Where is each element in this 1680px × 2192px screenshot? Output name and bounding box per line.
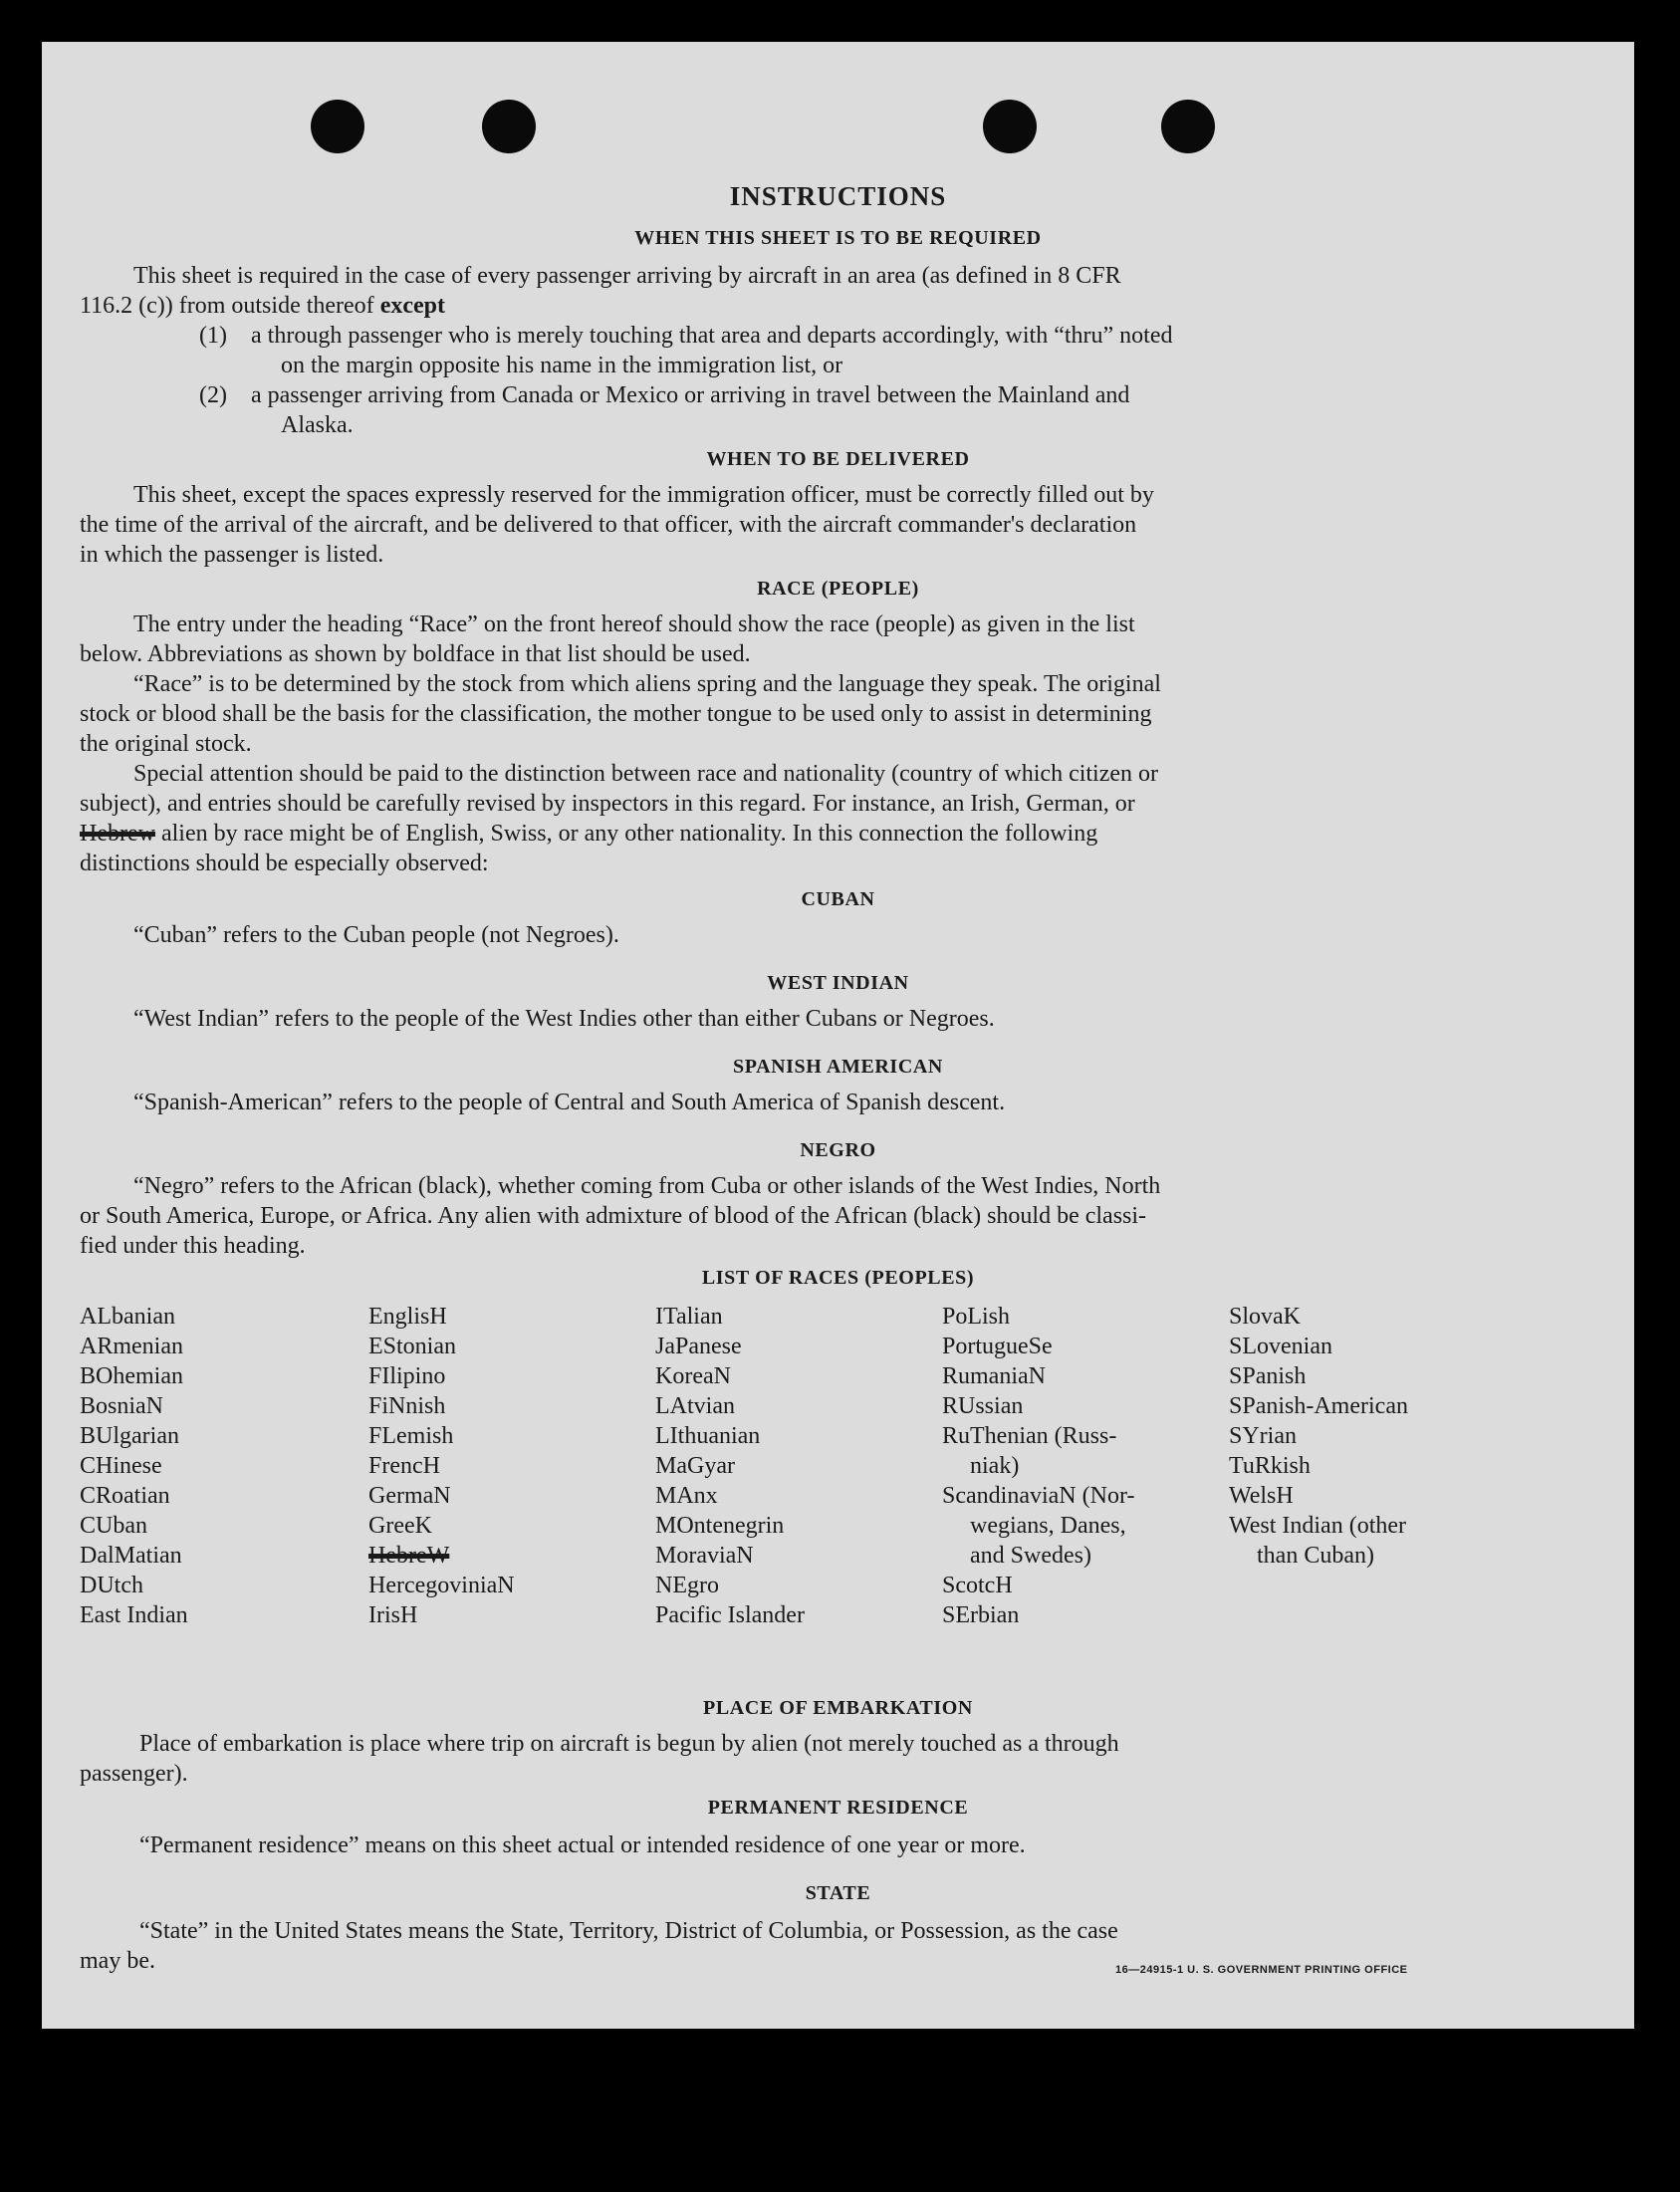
race-heading: RACE (PEOPLE): [757, 578, 919, 600]
race-list-item: DalMatian: [80, 1543, 182, 1569]
intro-text: 116.2 (c)) from outside thereof: [80, 293, 380, 319]
printing-office-code: 16—24915-1 U. S. GOVERNMENT PRINTING OFFICE: [1115, 1964, 1408, 1976]
form-sheet: [42, 42, 1634, 2029]
punch-hole-1: [311, 100, 364, 153]
west-indian-heading: WEST INDIAN: [767, 972, 909, 994]
race-list-item: FLemish: [368, 1423, 454, 1449]
race-list-item: KoreaN: [655, 1363, 731, 1389]
except-label: except: [379, 293, 445, 319]
race-p2-line2: stock or blood shall be the basis for the classification, the mother tongue to be used only to assist in determining: [80, 701, 1152, 727]
race-list-item: FrencH: [368, 1453, 440, 1479]
embarkation-line2: passenger).: [80, 1761, 188, 1787]
state-line1: “State” in the United States means the State, Territory, District of Columbia, or Possession, as the case: [139, 1918, 1118, 1944]
race-list-item: BUlgarian: [80, 1423, 179, 1449]
struck-word: Hebrew: [80, 821, 155, 847]
residence-heading: PERMANENT RESIDENCE: [707, 1797, 969, 1819]
race-list-item: WelsH: [1229, 1483, 1294, 1509]
race-list-item: DUtch: [80, 1573, 143, 1598]
race-list-item: MAnx: [655, 1483, 718, 1509]
race-p1-line2: below. Abbreviations as shown by boldface in that list should be used.: [80, 641, 751, 667]
race-list-item: West Indian (other: [1229, 1513, 1407, 1539]
punch-hole-3: [983, 100, 1037, 153]
item1-number: (1): [199, 323, 227, 349]
race-list-item: LIthuanian: [655, 1423, 761, 1449]
race-list-item: SErbian: [942, 1602, 1020, 1628]
race-list-item: CRoatian: [80, 1483, 170, 1509]
item1-line2: on the margin opposite his name in the immigration list, or: [281, 353, 843, 378]
item2-line2: Alaska.: [281, 412, 354, 438]
race-p1-line1: The entry under the heading “Race” on the front hereof should show the race (people) as given in the list: [133, 611, 1135, 637]
delivered-line2: the time of the arrival of the aircraft, and be delivered to that officer, with the aircraft commander's declaration: [80, 512, 1137, 538]
spanish-american-text: “Spanish-American” refers to the people of Central and South America of Spanish descent.: [133, 1090, 1006, 1115]
race-list-item: SlovaK: [1229, 1304, 1301, 1330]
state-heading: STATE: [805, 1882, 871, 1904]
race-column-1: [80, 1302, 188, 1630]
race-column-2: [368, 1302, 515, 1630]
race-column-3: [655, 1302, 805, 1630]
race-list-item: PoLish: [942, 1304, 1011, 1330]
residence-text: “Permanent residence” means on this sheet actual or intended residence of one year or more.: [139, 1832, 1026, 1858]
state-line2: may be.: [80, 1948, 155, 1974]
race-list-item: CUban: [80, 1513, 147, 1539]
race-list-item: SPanish: [1229, 1363, 1307, 1389]
negro-line2: or South America, Europe, or Africa. Any alien with admixture of blood of the African (black) should be classi-: [80, 1203, 1147, 1229]
race-list-item: ScandinaviaN (Nor-: [942, 1483, 1135, 1509]
race-column-5: [1229, 1302, 1408, 1571]
item1-line1: a through passenger who is merely touching that area and departs accordingly, with “thru” noted: [251, 323, 1173, 349]
when-required-intro-1: This sheet is required in the case of every passenger arriving by aircraft in an area (as defined in 8 CFR: [133, 263, 1121, 289]
race-list-item: RumaniaN: [942, 1363, 1046, 1389]
item2-number: (2): [199, 382, 227, 408]
cuban-heading: CUBAN: [801, 888, 875, 910]
race-list-item: SLovenian: [1229, 1334, 1332, 1359]
race-list-item: CHinese: [80, 1453, 162, 1479]
race-list-item: JaPanese: [655, 1334, 742, 1359]
page-title: INSTRUCTIONS: [729, 181, 947, 211]
when-required-heading: WHEN THIS SHEET IS TO BE REQUIRED: [634, 227, 1042, 249]
negro-line1: “Negro” refers to the African (black), whether coming from Cuba or other islands of the West Indies, North: [133, 1173, 1161, 1199]
race-list-item: GermaN: [368, 1483, 451, 1509]
race-list-item: East Indian: [80, 1602, 188, 1628]
punch-hole-2: [482, 100, 536, 153]
race-list-item: FIlipino: [368, 1363, 446, 1389]
embarkation-heading: PLACE OF EMBARKATION: [703, 1697, 973, 1719]
race-list-item: EnglisH: [368, 1304, 447, 1330]
race-list-item: HebreW: [368, 1543, 450, 1569]
race-list-item: than Cuban): [1257, 1543, 1374, 1569]
race-list-item: RuThenian (Russ-: [942, 1423, 1117, 1449]
race-list-item: Pacific Islander: [655, 1602, 805, 1628]
punch-hole-4: [1161, 100, 1215, 153]
race-list-item: LAtvian: [655, 1393, 735, 1419]
race-list-item: GreeK: [368, 1513, 432, 1539]
race-p2-line1: “Race” is to be determined by the stock from which aliens spring and the language they speak. The original: [133, 671, 1161, 697]
race-list-item: HercegoviniaN: [368, 1573, 515, 1598]
negro-line3: fied under this heading.: [80, 1233, 306, 1259]
race-list-item: ScotcH: [942, 1573, 1013, 1598]
race-p3-line3-text: alien by race might be of English, Swiss, or any other nationality. In this connection the following: [154, 821, 1098, 847]
spanish-american-heading: SPANISH AMERICAN: [733, 1056, 943, 1078]
race-list-item: ALbanian: [80, 1304, 175, 1330]
race-list-item: BOhemian: [80, 1363, 183, 1389]
race-p3-line2: subject), and entries should be carefully revised by inspectors in this regard. For instance, an Irish, German, or: [80, 791, 1135, 817]
race-list-item: PortugueSe: [942, 1334, 1053, 1359]
race-p3-line1: Special attention should be paid to the distinction between race and nationality (country of which citizen or: [133, 761, 1159, 787]
race-p3-line3: [80, 819, 1097, 849]
race-list-item: RUssian: [942, 1393, 1024, 1419]
race-list-item: ARmenian: [80, 1334, 183, 1359]
race-list-item: MoraviaN: [655, 1543, 754, 1569]
race-list-item: wegians, Danes,: [970, 1513, 1126, 1539]
when-required-intro-2: [80, 291, 445, 321]
delivered-line1: This sheet, except the spaces expressly reserved for the immigration officer, must be correctly filled out by: [133, 482, 1154, 508]
race-list-item: and Swedes): [970, 1543, 1091, 1569]
west-indian-text: “West Indian” refers to the people of the West Indies other than either Cubans or Negroes.: [133, 1006, 995, 1032]
race-list-item: EStonian: [368, 1334, 456, 1359]
cuban-text: “Cuban” refers to the Cuban people (not Negroes).: [133, 922, 619, 948]
race-list-item: MaGyar: [655, 1453, 735, 1479]
race-list: [80, 1302, 1524, 1680]
when-delivered-heading: WHEN TO BE DELIVERED: [706, 448, 970, 470]
race-list-item: NEgro: [655, 1573, 719, 1598]
race-list-item: FiNnish: [368, 1393, 446, 1419]
delivered-line3: in which the passenger is listed.: [80, 542, 384, 568]
list-of-races-heading: LIST OF RACES (PEOPLES): [701, 1267, 975, 1289]
race-p2-line3: the original stock.: [80, 731, 252, 757]
race-list-item: TuRkish: [1229, 1453, 1311, 1479]
race-list-item: MOntenegrin: [655, 1513, 785, 1539]
race-p3-line4: distinctions should be especially observed:: [80, 851, 489, 876]
race-list-item: IrisH: [368, 1602, 418, 1628]
item2-line1: a passenger arriving from Canada or Mexico or arriving in travel between the Mainland and: [251, 382, 1130, 408]
race-list-item: SYrian: [1229, 1423, 1297, 1449]
negro-heading: NEGRO: [800, 1139, 876, 1161]
race-column-4: [942, 1302, 1134, 1630]
race-list-item: niak): [970, 1453, 1020, 1479]
embarkation-line1: Place of embarkation is place where trip on aircraft is begun by alien (not merely touched as a through: [139, 1731, 1119, 1757]
race-list-item: SPanish-American: [1229, 1393, 1408, 1419]
race-list-item: BosniaN: [80, 1393, 163, 1419]
race-list-item: ITalian: [655, 1304, 723, 1330]
